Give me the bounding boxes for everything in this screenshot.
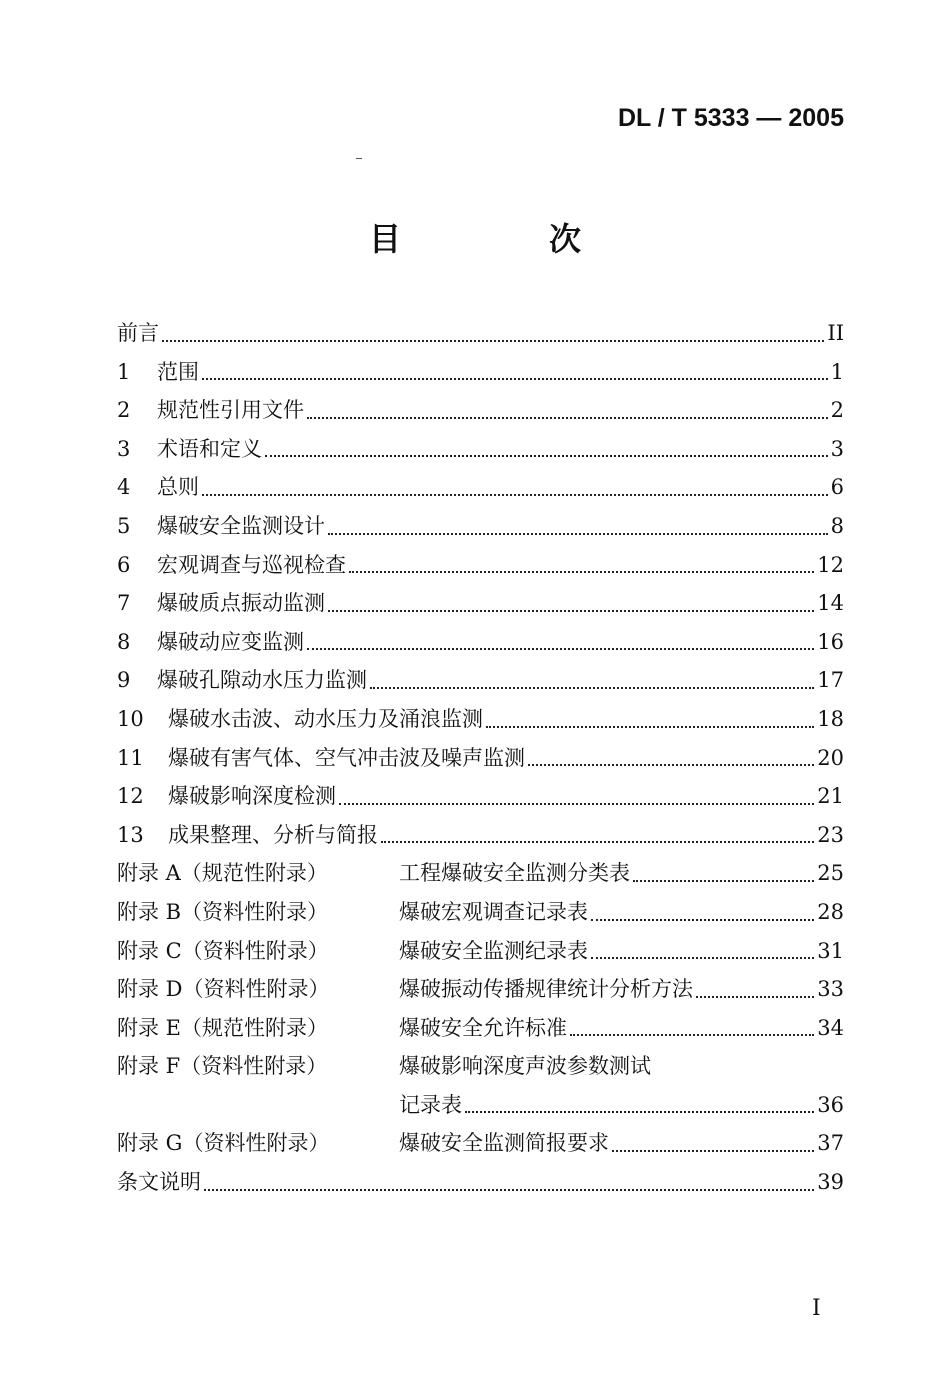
toc-entry-appendix-a[interactable] [117,854,844,893]
toc-entry-number: 3 [117,436,131,461]
toc-entry-7[interactable] [117,584,844,623]
toc-entry-number: 附录 G（资料性附录） [117,1131,330,1156]
toc-entry-page: II [827,321,844,345]
dot-leader [570,1033,814,1036]
toc-entry-label: 爆破影响深度声波参数测试 [399,1054,651,1079]
toc-entry-page: 14 [817,591,844,616]
toc-entry-page: 23 [817,822,844,847]
toc-entry-page: 20 [817,745,844,770]
toc-entry-number: 7 [117,591,131,616]
toc-entry-label: 爆破安全监测纪录表 [399,938,588,963]
toc-entry-label: 范围 [157,359,199,384]
dot-leader [349,570,814,573]
toc-entry-appendix-c[interactable] [117,932,844,971]
toc-entry-page: 25 [817,861,844,886]
toc-entry-9[interactable] [117,661,844,700]
page-title: 目 次 [368,220,639,258]
toc-entry-4[interactable] [117,468,844,507]
toc-entry-page: 28 [817,899,844,924]
toc-entry-number: 附录 F（资料性附录） [117,1054,328,1079]
toc-entry-12[interactable] [117,777,844,816]
toc-entry-label: 爆破质点振动监测 [157,591,325,616]
dot-leader [528,763,814,766]
toc-entry-6[interactable] [117,546,844,585]
toc-entry-label: 爆破水击波、动水压力及涌浪监测 [168,706,483,731]
toc-entry-3[interactable] [117,430,844,469]
dot-leader [465,1110,814,1113]
dot-leader [202,493,828,496]
dot-leader [612,1149,814,1152]
toc-entry-appendix-d[interactable] [117,970,844,1009]
dot-leader [370,686,814,689]
toc-entry-page: 16 [817,629,844,654]
dot-leader [696,995,814,998]
toc-entry-number: 9 [117,668,131,693]
toc-entry-number: 附录 B（资料性附录） [117,899,329,924]
toc-entry-page: 1 [830,359,844,384]
toc-entry-page: 36 [817,1092,844,1117]
toc-entry-label: 记录表 [399,1092,462,1117]
toc-entry-page: 21 [817,784,844,809]
table-of-contents [117,314,844,1202]
toc-entry-label: 爆破动应变监测 [157,629,304,654]
toc-entry-number: 附录 A（规范性附录） [117,861,328,886]
scan-mark [356,158,362,159]
toc-entry-number: 5 [117,513,131,538]
toc-entry-page: 6 [830,475,844,500]
toc-entry-appendix-f-continued[interactable] [117,1086,844,1125]
toc-entry-number: 13 [117,822,144,847]
dot-leader [307,416,828,419]
toc-entry-label: 爆破有害气体、空气冲击波及噪声监测 [168,745,525,770]
toc-entry-page: 3 [830,436,844,461]
toc-entry-appendix-f[interactable] [117,1047,844,1086]
dot-leader [328,532,828,535]
toc-entry-10[interactable] [117,700,844,739]
toc-entry-label: 成果整理、分析与简报 [168,822,378,847]
dot-leader [328,609,814,612]
toc-entry-number: 12 [117,784,144,809]
toc-entry-label: 爆破宏观调查记录表 [399,899,588,924]
toc-entry-label: 爆破安全监测设计 [157,513,325,538]
dot-leader [202,377,828,380]
toc-entry-appendix-g[interactable] [117,1124,844,1163]
toc-entry-page: 18 [817,706,844,731]
toc-entry-8[interactable] [117,623,844,662]
dot-leader [591,956,814,959]
toc-entry-label: 宏观调查与巡视检查 [157,552,346,577]
toc-entry-label: 工程爆破安全监测分类表 [399,861,630,886]
toc-entry-page: 31 [817,938,844,963]
page-number: I [812,1296,821,1321]
dot-leader [381,840,814,843]
toc-entry-label: 爆破影响深度检测 [168,784,336,809]
toc-entry-label: 爆破安全允许标准 [399,1015,567,1040]
toc-entry-2[interactable] [117,391,844,430]
dot-leader [204,1188,814,1191]
dot-leader [591,918,814,921]
toc-entry-appendix-b[interactable] [117,893,844,932]
toc-entry-page: 39 [817,1170,844,1195]
toc-entry-foreword[interactable] [117,314,844,353]
toc-entry-page: 8 [830,513,844,538]
toc-entry-number: 附录 E（规范性附录） [117,1015,329,1040]
dot-leader [486,725,814,728]
toc-entry-13[interactable] [117,816,844,855]
toc-entry-label: 前言 [117,321,159,345]
toc-entry-5[interactable] [117,507,844,546]
toc-entry-number: 附录 C（资料性附录） [117,938,329,963]
toc-entry-page: 33 [817,977,844,1002]
toc-entry-page: 37 [817,1131,844,1156]
toc-entry-number: 11 [117,745,144,770]
toc-entry-page: 2 [830,398,844,423]
toc-entry-page: 17 [817,668,844,693]
toc-entry-number: 10 [117,706,144,731]
toc-entry-label: 条文说明 [117,1170,201,1195]
toc-entry-number: 8 [117,629,131,654]
dot-leader [339,802,814,805]
toc-entry-11[interactable] [117,739,844,778]
toc-entry-number: 4 [117,475,131,500]
toc-entry-number: 附录 D（资料性附录） [117,977,330,1002]
standard-code: DL / T 5333 — 2005 [617,104,844,132]
toc-entry-label: 规范性引用文件 [157,398,304,423]
dot-leader [307,647,814,650]
toc-entry-label: 爆破孔隙动水压力监测 [157,668,367,693]
toc-entry-label: 总则 [157,475,199,500]
dot-leader [265,454,828,457]
toc-entry-label: 爆破安全监测简报要求 [399,1131,609,1156]
toc-entry-appendix-e[interactable] [117,1009,844,1048]
dot-leader [633,879,814,882]
toc-entry-label: 术语和定义 [157,436,262,461]
toc-entry-number: 1 [117,359,131,384]
toc-entry-1[interactable] [117,353,844,392]
toc-entry-page: 12 [817,552,844,577]
toc-entry-label: 爆破振动传播规律统计分析方法 [399,977,693,1002]
toc-entry-number: 2 [117,398,131,423]
toc-entry-explanation[interactable] [117,1163,844,1202]
dot-leader [162,339,824,342]
toc-entry-page: 34 [817,1015,844,1040]
toc-entry-number: 6 [117,552,131,577]
